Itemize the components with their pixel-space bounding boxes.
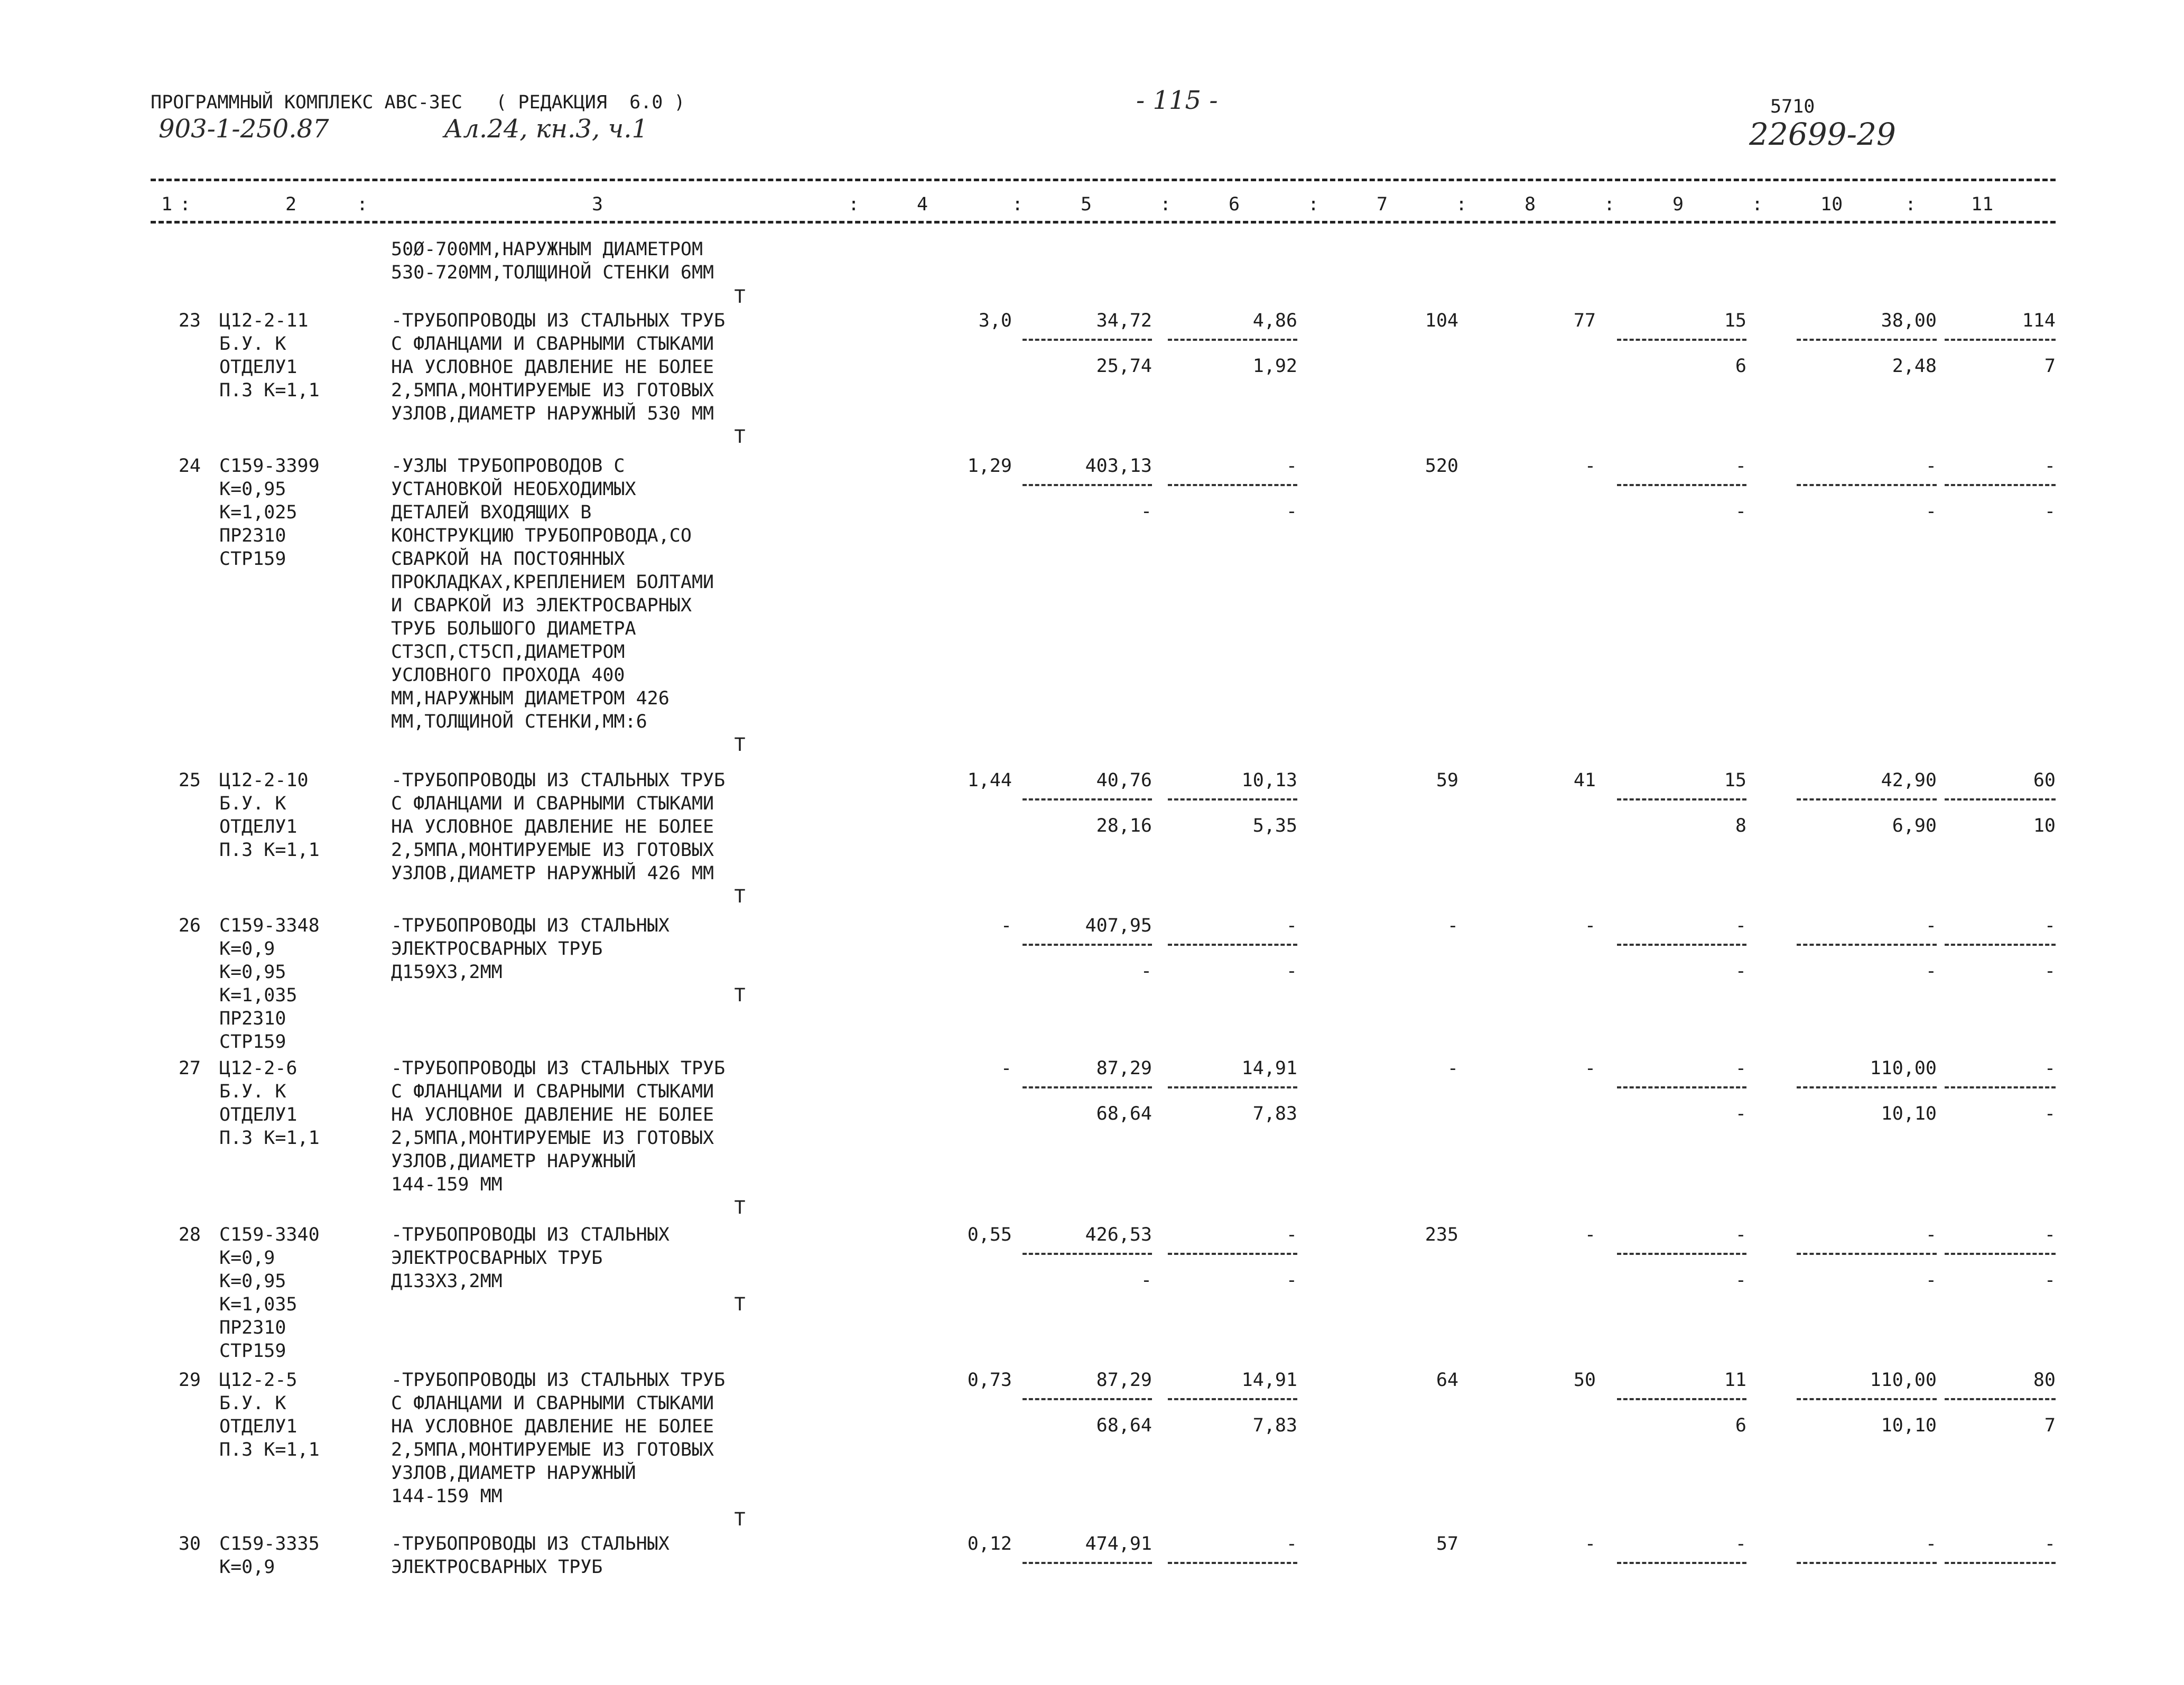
cell-divider [1168, 944, 1297, 946]
rate-code-line: Б.У. К [219, 793, 286, 814]
unit-mark: Т [734, 1509, 746, 1530]
cell-c9-top: - [1735, 1533, 1746, 1554]
cell-c6-bottom: 7,83 [1252, 1103, 1297, 1124]
cell-c6-top: 4,86 [1252, 310, 1297, 331]
cell-divider [1797, 1253, 1937, 1255]
cell-c6-top: - [1286, 1533, 1297, 1554]
rate-code-line: К=0,9 [219, 1557, 275, 1578]
cell-c4: 0,55 [967, 1224, 1012, 1245]
cell-divider [1945, 339, 2056, 341]
cell-c11-top: - [2044, 1533, 2056, 1554]
cell-c5-top: 87,29 [1096, 1058, 1152, 1079]
rate-code-line: СТР159 [219, 1031, 286, 1053]
unit-mark: Т [734, 286, 746, 308]
cell-divider [1617, 944, 1746, 946]
cell-divider [1797, 1398, 1937, 1400]
column-number: 1 [161, 194, 173, 215]
cell-c10-top: - [1925, 1533, 1937, 1554]
column-number: 5 [1081, 194, 1092, 215]
cell-c6-top: - [1286, 455, 1297, 477]
cell-c7: 57 [1436, 1533, 1458, 1554]
rate-code-line: К=1,035 [219, 985, 298, 1006]
cell-c9-top: 15 [1724, 770, 1746, 791]
cell-divider [1945, 1398, 2056, 1400]
cell-c10-bottom: 2,48 [1892, 356, 1937, 377]
cell-c9-top: - [1735, 915, 1746, 936]
rate-code-line: К=1,035 [219, 1294, 298, 1315]
description-line: С ФЛАНЦАМИ И СВАРНЫМИ СТЫКАМИ [391, 793, 714, 814]
rate-code-line: ОТДЕЛУ1 [219, 1416, 298, 1437]
cell-divider [1168, 1253, 1297, 1255]
rate-code-line: К=0,95 [219, 962, 286, 983]
cell-divider [1797, 339, 1937, 341]
description-line: ММ,НАРУЖНЫМ ДИАМЕТРОМ 426 [391, 688, 670, 709]
rate-code-line: Ц12-2-6 [219, 1058, 298, 1079]
description-line: -ТРУБОПРОВОДЫ ИЗ СТАЛЬНЫХ [391, 1224, 670, 1245]
cell-c9-top: 15 [1724, 310, 1746, 331]
cell-c9-bottom: - [1735, 501, 1746, 522]
cell-divider [1168, 1398, 1297, 1400]
cell-c11-bottom: 10 [2033, 815, 2056, 836]
cell-divider [1617, 1398, 1746, 1400]
column-number: 2 [285, 194, 297, 215]
cell-divider [1945, 1253, 2056, 1255]
cell-c10-bottom: 10,10 [1881, 1415, 1937, 1436]
rate-code-line: К=0,9 [219, 1248, 275, 1269]
cell-c7: 520 [1425, 455, 1458, 477]
cell-c11-bottom: - [2044, 1103, 2056, 1124]
cell-c6-bottom: - [1286, 501, 1297, 522]
entry-number: 30 [178, 1533, 201, 1554]
entry-number: 28 [178, 1224, 201, 1245]
description-line: КОНСТРУКЦИЮ ТРУБОПРОВОДА,СО [391, 525, 692, 546]
cell-c9-bottom: 6 [1735, 1415, 1746, 1436]
unit-mark: Т [734, 1294, 746, 1315]
cell-divider [1023, 1398, 1152, 1400]
rate-code-line: Б.У. К [219, 333, 286, 355]
cell-divider [1617, 339, 1746, 341]
description-line: -ТРУБОПРОВОДЫ ИЗ СТАЛЬНЫХ [391, 1533, 670, 1554]
entry-number: 29 [178, 1370, 201, 1391]
description-line: СТ3СП,СТ5СП,ДИАМЕТРОМ [391, 641, 625, 663]
cell-c5-bottom: - [1140, 961, 1152, 982]
cell-c5-bottom: 25,74 [1096, 356, 1152, 377]
description-line: СВАРКОЙ НА ПОСТОЯННЫХ [391, 548, 625, 570]
rate-code-line: П.3 К=1,1 [219, 1439, 320, 1460]
cell-c8: - [1584, 1058, 1596, 1079]
cell-c5-top: 407,95 [1085, 915, 1152, 936]
description-line: 144-159 ММ [391, 1486, 503, 1507]
page-number: - 115 - [1136, 86, 1218, 115]
description-line: УЗЛОВ,ДИАМЕТР НАРУЖНЫЙ [391, 1151, 636, 1172]
cell-c6-bottom: 7,83 [1252, 1415, 1297, 1436]
cell-c10-top: 110,00 [1870, 1370, 1937, 1391]
cell-c11-bottom: - [2044, 961, 2056, 982]
rate-code-line: К=0,95 [219, 1271, 286, 1292]
cell-c7: - [1447, 1058, 1458, 1079]
rate-code-line: Ц12-2-5 [219, 1370, 298, 1391]
rate-code-line: СТР159 [219, 1340, 286, 1362]
cell-c11-bottom: - [2044, 501, 2056, 522]
cell-c9-bottom: - [1735, 961, 1746, 982]
cell-divider [1945, 798, 2056, 800]
cell-c4: 1,29 [967, 455, 1012, 477]
cell-c11-top: - [2044, 455, 2056, 477]
description-line: 2,5МПА,МОНТИРУЕМЫЕ ИЗ ГОТОВЫХ [391, 1439, 714, 1460]
cell-c5-top: 34,72 [1096, 310, 1152, 331]
entry-number: 24 [178, 455, 201, 477]
description-line: УЗЛОВ,ДИАМЕТР НАРУЖНЫЙ 426 ММ [391, 863, 714, 884]
cell-c5-top: 474,91 [1085, 1533, 1152, 1554]
cell-c8: 50 [1573, 1370, 1596, 1391]
column-number: 8 [1525, 194, 1536, 215]
description-line: С ФЛАНЦАМИ И СВАРНЫМИ СТЫКАМИ [391, 1081, 714, 1102]
cell-divider [1168, 1086, 1297, 1088]
cell-divider [1797, 484, 1937, 486]
entry-number: 26 [178, 915, 201, 936]
unit-mark: Т [734, 426, 746, 448]
cell-c5-top: 426,53 [1085, 1224, 1152, 1245]
rate-code-line: К=0,95 [219, 479, 286, 500]
cell-divider [1797, 1086, 1937, 1088]
cell-c7: 59 [1436, 770, 1458, 791]
unit-mark: Т [734, 985, 746, 1006]
cell-c6-bottom: - [1286, 1270, 1297, 1291]
cell-divider [1945, 484, 2056, 486]
cell-c9-bottom: - [1735, 1270, 1746, 1291]
cell-c11-top: - [2044, 915, 2056, 936]
cell-c5-bottom: 68,64 [1096, 1415, 1152, 1436]
cell-divider [1023, 798, 1152, 800]
description-line: НА УСЛОВНОЕ ДАВЛЕНИЕ НЕ БОЛЕЕ [391, 816, 714, 837]
rate-code-line: ПР2310 [219, 1317, 286, 1338]
rate-code-line: С159-3335 [219, 1533, 320, 1554]
unit-mark: Т [734, 734, 746, 756]
cell-c6-bottom: - [1286, 961, 1297, 982]
entry-number: 23 [178, 310, 201, 331]
rate-code-line: Б.У. К [219, 1393, 286, 1414]
description-line: ТРУБ БОЛЬШОГО ДИАМЕТРА [391, 618, 636, 639]
cell-divider [1797, 1562, 1937, 1564]
description-line: 2,5МПА,МОНТИРУЕМЫЕ ИЗ ГОТОВЫХ [391, 380, 714, 401]
rate-code-line: П.3 К=1,1 [219, 840, 320, 861]
cell-divider [1617, 1253, 1746, 1255]
cell-c5-top: 40,76 [1096, 770, 1152, 791]
cell-c7: 104 [1425, 310, 1458, 331]
cell-c8: - [1584, 915, 1596, 936]
cell-c10-top: - [1925, 455, 1937, 477]
description-line: ЭЛЕКТРОСВАРНЫХ ТРУБ [391, 1557, 603, 1578]
cell-c4: 3,0 [978, 310, 1012, 331]
description-line: УЗЛОВ,ДИАМЕТР НАРУЖНЫЙ 530 ММ [391, 403, 714, 424]
description-line: УЗЛОВ,ДИАМЕТР НАРУЖНЫЙ [391, 1463, 636, 1484]
unit-mark: Т [734, 1197, 746, 1218]
cell-divider [1617, 798, 1746, 800]
rate-code-line: ОТДЕЛУ1 [219, 357, 298, 378]
cell-c6-top: - [1286, 915, 1297, 936]
column-number: 7 [1377, 194, 1388, 215]
cell-c11-top: 80 [2033, 1370, 2056, 1391]
rate-code-line: ПР2310 [219, 525, 286, 546]
cell-c11-bottom: 7 [2044, 356, 2056, 377]
description-line: И СВАРКОЙ ИЗ ЭЛЕКТРОСВАРНЫХ [391, 595, 692, 616]
cell-c5-bottom: 68,64 [1096, 1103, 1152, 1124]
cell-c11-top: - [2044, 1058, 2056, 1079]
cell-c10-bottom: 6,90 [1892, 815, 1937, 836]
description-line: 2,5МПА,МОНТИРУЕМЫЕ ИЗ ГОТОВЫХ [391, 1128, 714, 1149]
cell-c5-bottom: - [1140, 501, 1152, 522]
description-line: Д133Х3,2ММ [391, 1271, 503, 1292]
cell-c8: - [1584, 1533, 1596, 1554]
cell-c4: 0,12 [967, 1533, 1012, 1554]
cell-c11-top: 60 [2033, 770, 2056, 791]
description-line: 144-159 ММ [391, 1174, 503, 1195]
description-line: -ТРУБОПРОВОДЫ ИЗ СТАЛЬНЫХ ТРУБ [391, 770, 726, 791]
description-line: Д159Х3,2ММ [391, 962, 503, 983]
description-line: ММ,ТОЛЩИНОЙ СТЕНКИ,ММ:6 [391, 711, 647, 732]
rate-code-line: ОТДЕЛУ1 [219, 816, 298, 837]
description-line: НА УСЛОВНОЕ ДАВЛЕНИЕ НЕ БОЛЕЕ [391, 357, 714, 378]
rate-code-line: С159-3399 [219, 455, 320, 477]
rate-code-line: С159-3348 [219, 915, 320, 936]
column-number-row: 1 : 2 : 3 : 4 : 5 : 6 : 7 : 8 : 9 : 10 : 11 [161, 194, 1994, 215]
cell-divider [1168, 339, 1297, 341]
cell-divider [1023, 944, 1152, 946]
project-code: 903-1-250.87 [159, 114, 329, 144]
cell-c11-bottom: 7 [2044, 1415, 2056, 1436]
cell-c9-top: - [1735, 1224, 1746, 1245]
description-line: ПРОКЛАДКАХ,КРЕПЛЕНИЕМ БОЛТАМИ [391, 572, 714, 593]
description-line: НА УСЛОВНОЕ ДАВЛЕНИЕ НЕ БОЛЕЕ [391, 1104, 714, 1125]
cell-c4: 0,73 [967, 1370, 1012, 1391]
cell-c7: - [1447, 915, 1458, 936]
cell-c8: - [1584, 455, 1596, 477]
cell-c10-top: - [1925, 1224, 1937, 1245]
column-number: 10 [1820, 194, 1843, 215]
cell-divider [1617, 1086, 1746, 1088]
header-rule-top [151, 179, 2056, 181]
cell-c9-bottom: 8 [1735, 815, 1746, 836]
cell-c8: 77 [1573, 310, 1596, 331]
column-number: 9 [1672, 194, 1684, 215]
cell-divider [1797, 944, 1937, 946]
description-line: С ФЛАНЦАМИ И СВАРНЫМИ СТЫКАМИ [391, 333, 714, 355]
rate-code-line: ПР2310 [219, 1008, 286, 1029]
rate-code-line: Ц12-2-10 [219, 770, 309, 791]
cell-c4: - [1000, 1058, 1012, 1079]
cell-divider [1945, 1086, 2056, 1088]
cell-c7: 64 [1436, 1370, 1458, 1391]
cell-c5-top: 87,29 [1096, 1370, 1152, 1391]
cell-c5-bottom: 28,16 [1096, 815, 1152, 836]
cell-divider [1617, 1562, 1746, 1564]
description-line: 2,5МПА,МОНТИРУЕМЫЕ ИЗ ГОТОВЫХ [391, 840, 714, 861]
cell-divider [1617, 484, 1746, 486]
cell-c10-bottom: 10,10 [1881, 1103, 1937, 1124]
cell-divider [1023, 1253, 1152, 1255]
rate-code-line: С159-3340 [219, 1224, 320, 1245]
description-line: НА УСЛОВНОЕ ДАВЛЕНИЕ НЕ БОЛЕЕ [391, 1416, 714, 1437]
description-line: ДЕТАЛЕЙ ВХОДЯЩИХ В [391, 502, 592, 523]
rate-code-line: К=1,025 [219, 502, 298, 523]
cell-c6-top: - [1286, 1224, 1297, 1245]
cell-c9-top: 11 [1724, 1370, 1746, 1391]
column-number: 4 [917, 194, 928, 215]
cell-c8: 41 [1573, 770, 1596, 791]
cell-divider [1168, 484, 1297, 486]
unit-mark: Т [734, 886, 746, 907]
description-line: ЭЛЕКТРОСВАРНЫХ ТРУБ [391, 938, 603, 960]
rate-code-line: Ц12-2-11 [219, 310, 309, 331]
cell-c4: - [1000, 915, 1012, 936]
cell-c10-top: 110,00 [1870, 1058, 1937, 1079]
cell-divider [1797, 798, 1937, 800]
cell-c11-top: 114 [2022, 310, 2056, 331]
cell-divider [1023, 484, 1152, 486]
cell-c10-bottom: - [1925, 961, 1937, 982]
cell-c9-bottom: 6 [1735, 356, 1746, 377]
cell-c10-top: 42,90 [1881, 770, 1937, 791]
cell-c5-top: 403,13 [1085, 455, 1152, 477]
cell-divider [1023, 1562, 1152, 1564]
description-line: -ТРУБОПРОВОДЫ ИЗ СТАЛЬНЫХ ТРУБ [391, 310, 726, 331]
cell-c6-bottom: 5,35 [1252, 815, 1297, 836]
rate-code-line: Б.У. К [219, 1081, 286, 1102]
cell-c7: 235 [1425, 1224, 1458, 1245]
rate-code-line: СТР159 [219, 548, 286, 570]
column-number: 6 [1229, 194, 1240, 215]
cell-c8: - [1584, 1224, 1596, 1245]
cell-divider [1023, 1086, 1152, 1088]
album-reference: Ал.24, кн.3, ч.1 [444, 114, 648, 144]
cell-c10-bottom: - [1925, 501, 1937, 522]
cell-c11-top: - [2044, 1224, 2056, 1245]
rate-code-line: П.3 К=1,1 [219, 380, 320, 401]
rate-code-line: ОТДЕЛУ1 [219, 1104, 298, 1125]
cell-divider [1945, 1562, 2056, 1564]
program-title: ПРОГРАММНЫЙ КОМПЛЕКС АВС-3ЕС ( РЕДАКЦИЯ 6.0 ) [151, 92, 685, 113]
description-line: -ТРУБОПРОВОДЫ ИЗ СТАЛЬНЫХ ТРУБ [391, 1058, 726, 1079]
cell-c11-bottom: - [2044, 1270, 2056, 1291]
cell-c9-top: - [1735, 455, 1746, 477]
description-line: УСТАНОВКОЙ НЕОБХОДИМЫХ [391, 479, 636, 500]
rate-code-line: К=0,9 [219, 938, 275, 960]
header-rule-bottom [151, 221, 2056, 224]
continuation-line: 530-720ММ,ТОЛЩИНОЙ СТЕНКИ 6ММ [391, 262, 714, 283]
cell-c4: 1,44 [967, 770, 1012, 791]
cell-divider [1168, 798, 1297, 800]
rate-code-line: П.3 К=1,1 [219, 1128, 320, 1149]
cell-c9-top: - [1735, 1058, 1746, 1079]
cell-c6-top: 10,13 [1241, 770, 1297, 791]
cell-divider [1168, 1562, 1297, 1564]
inventory-number: 22699-29 [1749, 116, 1896, 152]
cell-c10-top: 38,00 [1881, 310, 1937, 331]
cell-c10-top: - [1925, 915, 1937, 936]
entry-number: 25 [178, 770, 201, 791]
description-line: УСЛОВНОГО ПРОХОДА 400 [391, 665, 625, 686]
column-number: 11 [1971, 194, 1994, 215]
cell-divider [1023, 339, 1152, 341]
cell-c9-bottom: - [1735, 1103, 1746, 1124]
description-line: -УЗЛЫ ТРУБОПРОВОДОВ С [391, 455, 625, 477]
cell-c6-top: 14,91 [1241, 1370, 1297, 1391]
cell-c6-bottom: 1,92 [1252, 356, 1297, 377]
cell-c6-top: 14,91 [1241, 1058, 1297, 1079]
entry-number: 27 [178, 1058, 201, 1079]
description-line: С ФЛАНЦАМИ И СВАРНЫМИ СТЫКАМИ [391, 1393, 714, 1414]
cell-c5-bottom: - [1140, 1270, 1152, 1291]
description-line: ЭЛЕКТРОСВАРНЫХ ТРУБ [391, 1248, 603, 1269]
cell-divider [1945, 944, 2056, 946]
continuation-line: 50Ø-700ММ,НАРУЖНЫМ ДИАМЕТРОМ [391, 239, 703, 260]
code-right: 5710 [1770, 96, 1815, 117]
description-line: -ТРУБОПРОВОДЫ ИЗ СТАЛЬНЫХ [391, 915, 670, 936]
cell-c10-bottom: - [1925, 1270, 1937, 1291]
column-number: 3 [592, 194, 603, 215]
description-line: -ТРУБОПРОВОДЫ ИЗ СТАЛЬНЫХ ТРУБ [391, 1370, 726, 1391]
